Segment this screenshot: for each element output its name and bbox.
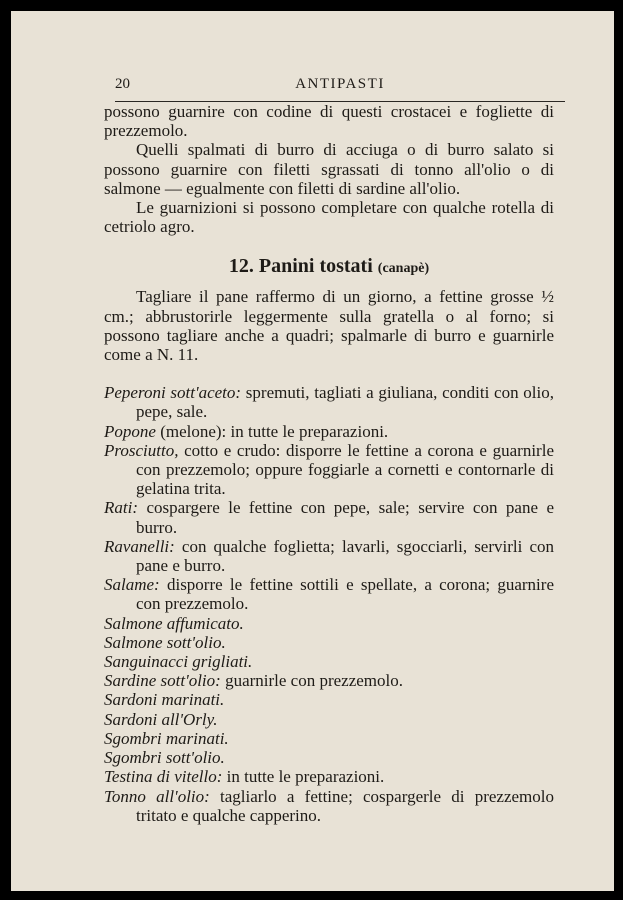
entry-item [104, 767, 554, 786]
entry-text: cotto e crudo: disporre le fettine a corona e guarnirle con prezzemolo; oppure foggiarle a cornetti e contornarle di gelatina trita. [136, 440, 554, 499]
entry-item [104, 575, 554, 613]
entry-item [104, 422, 554, 441]
entry-text: spremuti, tagliati a giuliana, conditi con olio, pepe, sale. [136, 383, 555, 422]
entry-item [104, 498, 554, 536]
entry-term: Sardoni all'Orly. [104, 709, 218, 729]
entry-text: guarnirle con prezzemolo. [220, 671, 404, 691]
section-paragraph: Tagliare il pane raffermo di un giorno, a fettine grosse ½ cm.; abbrustorirle leggermente sulla gratella o al forno; si possono tagliare anche a quadri; spalmarle di burro e guarnirle come a N. 11. [104, 287, 554, 365]
entry-text: tagliarlo a fettine; cospargerle di prezzemolo tritato e qualche capperino. [136, 786, 554, 825]
entry-item [104, 633, 554, 652]
running-title: ANTIPASTI [295, 76, 385, 92]
page-header [115, 68, 565, 102]
page-number: 20 [115, 76, 130, 92]
entry-term: Prosciutto, [104, 440, 179, 460]
entry-term: Popone [104, 421, 156, 441]
entry-item [104, 710, 554, 729]
entry-term: Peperoni sott'aceto: [104, 383, 242, 403]
entry-item [104, 537, 554, 575]
entry-item [104, 441, 554, 499]
entry-item [104, 787, 554, 825]
entry-term: Sgombri sott'olio. [104, 748, 225, 768]
intro-paragraph: Le guarnizioni si possono completare con qualche rotella di cetriolo agro. [104, 198, 554, 237]
entry-term: Rati: [104, 498, 138, 518]
entry-text: (melone): in tutte le preparazioni. [155, 421, 389, 441]
entry-term: Sgombri marinati. [104, 728, 229, 748]
entry-term: Salmone sott'olio. [104, 632, 226, 652]
entry-term: Sardine sott'olio: [104, 671, 221, 691]
entry-term: Tonno all'olio: [104, 786, 210, 806]
section-title: 12. Panini tostati [228, 255, 373, 278]
entry-term: Ravanelli: [104, 536, 175, 556]
entry-item [104, 652, 554, 671]
entry-list [104, 383, 554, 825]
entry-item [104, 614, 554, 633]
intro-paragraph: Quelli spalmati di burro di acciuga o di burro salato si possono guarnire con filetti sgrassati di tonno all'olio o di salmone — egualmente con filetti di sardine all'olio. [104, 140, 554, 198]
entry-term: Salmone affumicato. [104, 613, 244, 633]
entry-item [104, 383, 554, 421]
entry-item [104, 690, 554, 709]
entry-text: disporre le fettine sottili e spellate, a corona; guarnire con prezzemolo. [136, 575, 554, 614]
entry-text: cospargere le fettine con pepe, sale; servire con pane e burro. [136, 498, 554, 537]
intro-paragraph: possono guarnire con codine di questi crostacei e fogliette di prezzemolo. [104, 102, 554, 141]
entry-term: Sardoni marinati. [104, 690, 225, 710]
entry-term: Testina di vitello: [104, 767, 223, 787]
entry-item [104, 671, 554, 690]
entry-item [104, 729, 554, 748]
section-heading [104, 254, 554, 281]
entry-term: Sanguinacci grigliati. [104, 652, 253, 672]
entry-term: Salame: [104, 575, 160, 595]
section-subtitle: (canapè) [377, 261, 430, 277]
entry-text: in tutte le preparazioni. [222, 767, 385, 787]
entry-item [104, 748, 554, 767]
entry-text: con qualche foglietta; lavarli, sgocciarli, servirli con pane e burro. [136, 536, 554, 576]
page-body [104, 102, 554, 825]
